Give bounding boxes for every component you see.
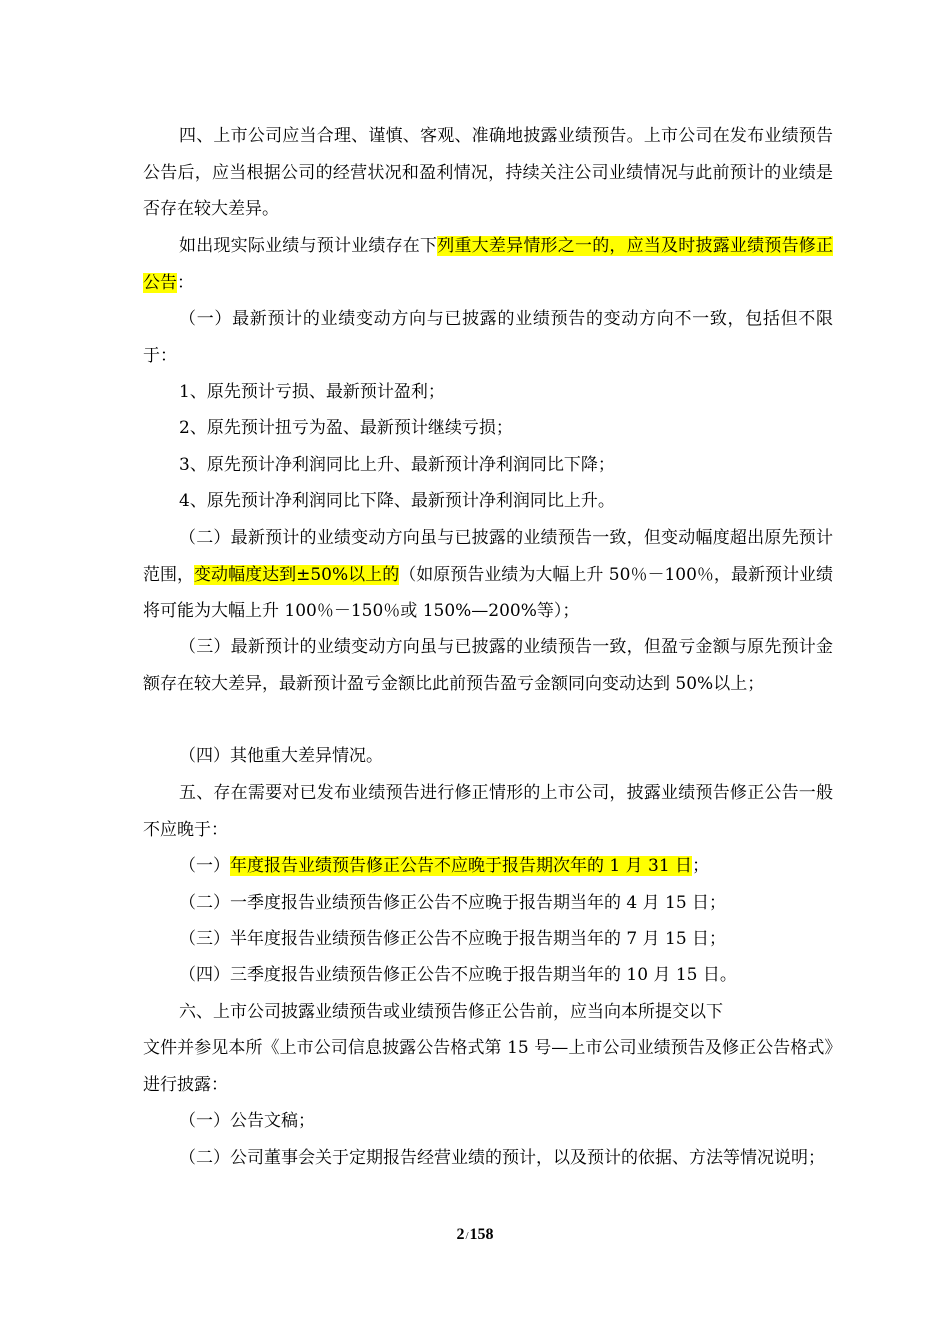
paragraph: [143, 629, 833, 702]
text-run: （一）最新预计的业绩变动方向与已披露的业绩预告的变动方向不一致，包括但不限于：: [143, 309, 833, 366]
paragraph: [143, 738, 833, 775]
paragraph: [143, 410, 833, 447]
text-run: 六、上市公司披露业绩预告或业绩预告修正公告前，应当向本所提交以下: [179, 1002, 723, 1022]
text-run: 1、原先预计亏损、最新预计盈利；: [179, 382, 445, 402]
text-run: （三）最新预计的业绩变动方向虽与已披露的业绩预告一致，但盈亏金额与原先预计金额存在较大差异，最新预计盈亏金额比此前预告盈亏金额同向变动达到 50%以上；: [143, 637, 833, 694]
paragraph: [143, 1103, 833, 1140]
page-current: 2: [456, 1226, 465, 1243]
paragraph: [143, 775, 833, 848]
text-run: （二）最新预计的业绩变动方向虽与已披露的业绩预告一致，但变动幅度超出原先预计范围，: [143, 528, 833, 585]
text-run: （四）三季度报告业绩预告修正公告不应晚于报告期当年的 10 月 15 日。: [179, 965, 737, 985]
highlighted-text: 变动幅度达到±50%以上的: [194, 564, 400, 585]
paragraph: [143, 994, 833, 1031]
page-number: [0, 1226, 950, 1244]
text-run: ：: [177, 272, 194, 293]
text-run: （二）一季度报告业绩预告修正公告不应晚于报告期当年的 4 月 15 日；: [179, 893, 727, 913]
text-run: 4、原先预计净利润同比下降、最新预计净利润同比上升。: [179, 491, 615, 511]
paragraph: [143, 848, 833, 885]
paragraph: [143, 1030, 833, 1103]
paragraph: [143, 447, 833, 484]
highlighted-text: 年度报告业绩预告修正公告不应晚于报告期次年的 1 月 31 日: [230, 856, 693, 876]
text-run: （一）公告文稿；: [179, 1111, 315, 1131]
text-run: 如出现实际业绩与预计业绩存在下: [179, 236, 438, 256]
paragraph: [143, 921, 833, 958]
paragraph: [143, 374, 833, 411]
paragraph: [143, 885, 833, 922]
paragraph: [143, 228, 833, 301]
text-run: 文件并参见本所《上市公司信息披露公告格式第 15 号—上市公司业绩预告及修正公告格式》进行披露：: [143, 1038, 833, 1095]
text-run: （四）其他重大差异情况。: [179, 746, 383, 766]
page-total: 158: [469, 1226, 494, 1243]
page-separator: /: [465, 1230, 469, 1242]
text-run: 五、存在需要对已发布业绩预告进行修正情形的上市公司，披露业绩预告修正公告一般不应晚于：: [143, 783, 833, 840]
text-run: 2、原先预计扭亏为盈、最新预计继续亏损；: [179, 418, 513, 438]
text-run: ；: [692, 856, 710, 876]
paragraph: [143, 1140, 833, 1177]
text-run: （一）: [179, 856, 230, 876]
text-run: 四、上市公司应当合理、谨慎、客观、准确地披露业绩预告。上市公司在发布业绩预告公告后，应当根据公司的经营状况和盈利情况，持续关注公司业绩情况与此前预计的业绩是否存在较大差异。: [143, 126, 833, 219]
text-run: （三）半年度报告业绩预告修正公告不应晚于报告期当年的 7 月 15 日；: [179, 929, 727, 949]
text-run: 3、原先预计净利润同比上升、最新预计净利润同比下降；: [179, 455, 615, 475]
text-run: （如原预告业绩为大幅上升 50％－100％，最新预计业绩将可能为大幅上升 100％－150％或 150%—200%等）；: [143, 564, 834, 621]
paragraph: [143, 483, 833, 520]
text-run: （二）公司董事会关于定期报告经营业绩的预计，以及预计的依据、方法等情况说明；: [179, 1148, 825, 1168]
paragraph: [143, 118, 833, 228]
paragraph: [143, 520, 833, 630]
highlighted-text: 列重大差异情形之一的，应当及时披露业绩预告修正公告: [143, 236, 834, 293]
paragraph: [143, 957, 833, 994]
paragraph: [143, 301, 833, 374]
